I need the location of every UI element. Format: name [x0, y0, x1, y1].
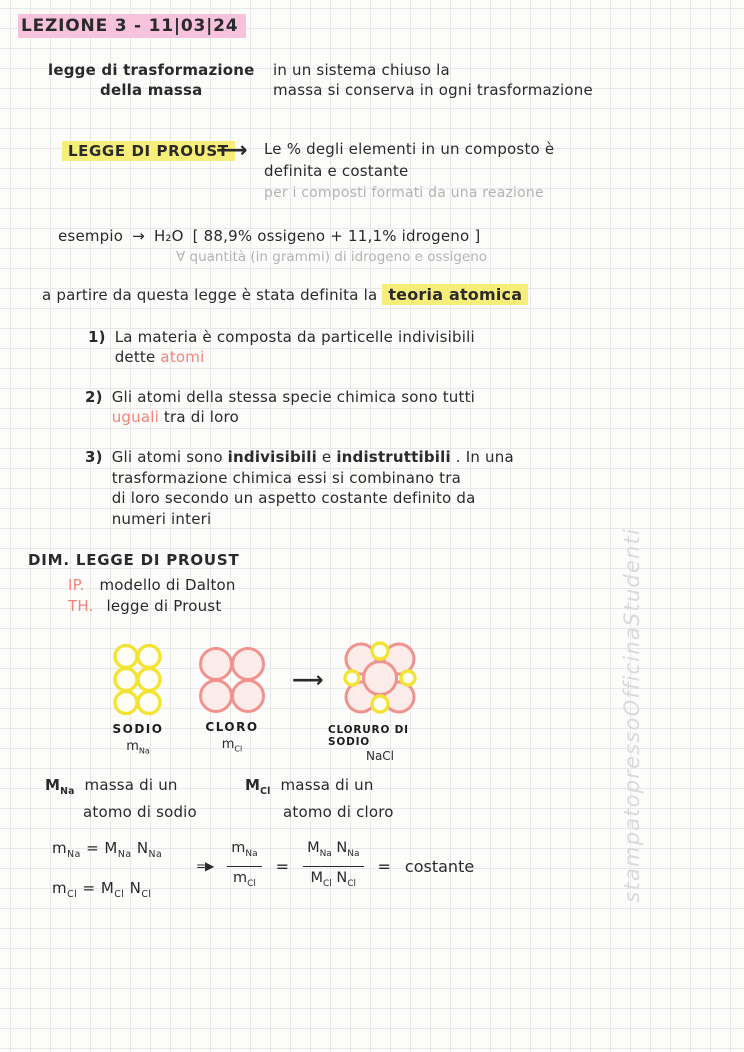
example-lead: esempio: [58, 227, 124, 245]
atomic-theory-intro: [42, 285, 528, 305]
mass-law-def-line2: massa si conserva in ogni trasformazione: [273, 81, 593, 99]
postulate-3: [85, 447, 514, 529]
postulate-3-number: 3): [85, 448, 103, 466]
postulate-2: [85, 387, 475, 427]
postulate-2-line2: uguali tra di loro: [111, 408, 239, 426]
nacl-label: CLORURO DI SODIO: [328, 724, 409, 748]
constant-result: costante: [404, 856, 475, 876]
postulate-1-line2: dette atomi: [114, 348, 205, 366]
mass-ratio-denominator: $m_{Cl}$: [233, 869, 256, 889]
atomic-intro-text: a partire da questa legge è stata definita la: [42, 286, 378, 304]
mass-ratio-fraction: [227, 840, 261, 893]
mass-def-chlorine-line1: $M_{Cl}$ massa di un: [245, 776, 374, 797]
product-ratio-fraction: [303, 840, 363, 893]
dim-ip-text: modello di Dalton: [99, 576, 236, 594]
mass-def-chlorine-line2: atomo di cloro: [283, 803, 394, 821]
postulate-2-line1: Gli atomi della stessa specie chimica sono tutti: [111, 388, 476, 406]
postulate-3-bold-word-1: indivisibili: [227, 448, 317, 466]
reaction-arrow-icon: ⟶: [292, 668, 324, 693]
sodium-chloride-diagram: [340, 638, 420, 718]
example-formula: H₂O: [153, 227, 184, 245]
postulate-3-line3: di loro secondo un aspetto costante definito da: [111, 489, 476, 507]
mass-law-def-line1: in un sistema chiuso la: [273, 61, 450, 79]
example-composition: [ 88,9% ossigeno + 11,1% idrogeno ]: [192, 227, 481, 245]
mass-law-term: [48, 60, 255, 100]
atomic-theory-highlight: teoria atomica: [382, 284, 528, 305]
postulate-1-number: 1): [88, 328, 106, 346]
watermark-text: stampatopressoOfficinaStudenti: [620, 528, 644, 903]
nacl-diagram-group: [328, 638, 432, 763]
implies-arrow-icon: =▶: [196, 859, 214, 874]
mass-def-sodium: [45, 775, 197, 822]
equals-sign: =: [275, 856, 290, 876]
dim-title: DIM. LEGGE DI PROUST: [28, 551, 240, 569]
chlorine-label: CLORO: [205, 720, 259, 734]
dim-th-line: [68, 596, 221, 616]
postulate-1-text: [115, 327, 475, 367]
chlorine-symbol: $m_{Cl}$: [221, 737, 243, 754]
postulate-3-bold-word-2: indistruttibili: [336, 448, 451, 466]
postulate-2-number: 2): [85, 388, 103, 406]
lesson-title: LEZIONE 3 - 11|03|24: [18, 14, 246, 38]
page-title: [18, 16, 246, 36]
sodium-atoms-diagram: [112, 644, 164, 716]
equals-sign-2: =: [377, 856, 391, 876]
equation-mna: $m_{Na} = M_{Na}$ $N_{Na}$: [52, 839, 163, 860]
mass-def-sodium-line1: $M_{Na}$ massa di un: [45, 776, 178, 797]
product-ratio-numerator: $M_{Na}$ $N_{Na}$: [303, 840, 363, 867]
example-row: [58, 226, 480, 246]
postulate-1-red-word: atomi: [160, 348, 205, 366]
postulate-3-line4: numeri interi: [111, 509, 212, 528]
mass-def-sodium-line2: atomo di sodio: [83, 803, 197, 821]
sodium-label: SODIO: [112, 722, 164, 736]
postulate-1-line1: La materia è composta da particelle indivisibili: [114, 328, 475, 346]
dim-ip-label: IP.: [68, 576, 85, 594]
mass-law-definition: [273, 60, 593, 100]
proust-law-label: LEGGE DI PROUST: [62, 141, 235, 160]
product-ratio-denominator: $M_{Cl}$ $N_{Cl}$: [310, 869, 357, 889]
right-arrow-icon: ⟶: [216, 138, 248, 163]
mass-law-term-line1: legge di trasformazione: [48, 61, 255, 79]
mass-ratio-numerator: $m_{Na}$: [227, 840, 261, 867]
mass-law-term-line2: della massa: [100, 81, 203, 99]
postulate-3-line1: Gli atomi sono indivisibili e indistruttibili . In una: [111, 448, 514, 466]
equation-mcl: $m_{Cl} = M_{Cl}$ $N_{Cl}$: [52, 879, 152, 900]
ratio-equation: [196, 840, 474, 893]
proust-def-line1: Le % degli elementi in un composto è: [264, 140, 555, 158]
sodium-diagram-group: [100, 644, 176, 756]
dim-th-label: TH.: [68, 597, 94, 615]
postulate-3-line2: trasformazione chimica essi si combinano tra: [111, 468, 462, 487]
postulate-2-text: [112, 387, 475, 427]
postulate-2-red-word: uguali: [111, 408, 159, 426]
example-arrow-icon: →: [132, 227, 145, 245]
chlorine-atoms-diagram: [198, 646, 266, 714]
proust-note-gray: per i composti formati da una reazione: [264, 185, 544, 201]
sodium-symbol: $m_{Na}$: [126, 739, 150, 756]
postulate-3-text: [112, 447, 514, 529]
dim-th-text: legge di Proust: [106, 597, 222, 615]
dim-ip-line: [68, 575, 236, 595]
mass-def-chlorine: [245, 775, 394, 822]
nacl-formula: NaCl: [365, 749, 395, 763]
postulate-1: [88, 327, 475, 367]
example-note-gray: ∀ quantità (in grammi) di idrogeno e ossigeno: [176, 249, 488, 265]
proust-def-line2: definita e costante: [264, 162, 409, 180]
chlorine-diagram-group: [194, 646, 270, 754]
proust-law-definition: [264, 138, 554, 204]
